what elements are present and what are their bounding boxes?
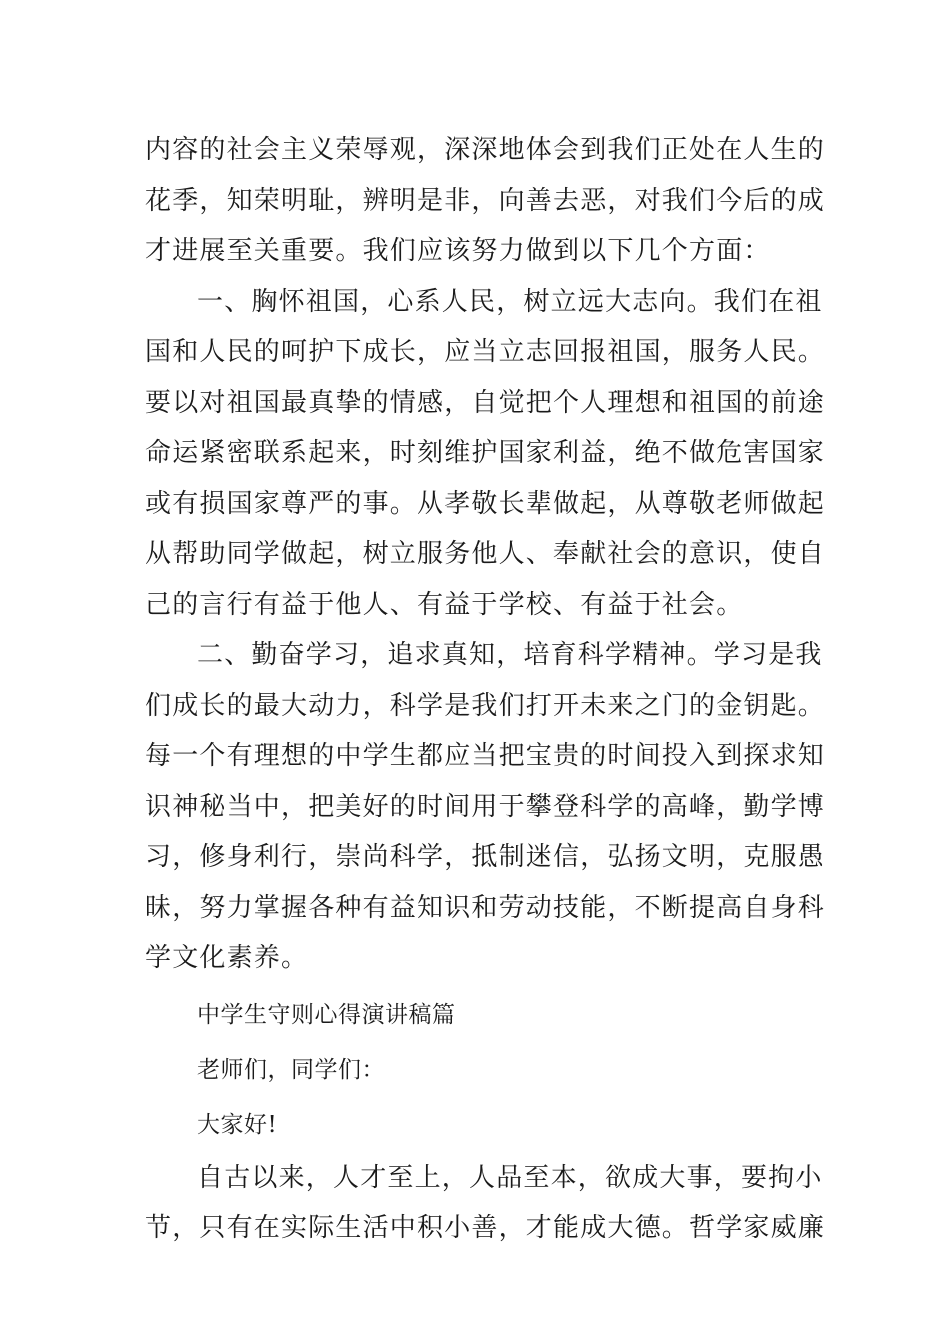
text-line: 每一个有理想的中学生都应当把宝贵的时间投入到探求知 bbox=[145, 741, 826, 771]
text-line: 学文化素养。 bbox=[145, 943, 309, 973]
paragraph-honor-view bbox=[145, 125, 826, 277]
text-line: 国和人民的呵护下成长，应当立志回报祖国，服务人民。 bbox=[145, 337, 826, 367]
text-line: 才进展至关重要。我们应该努力做到以下几个方面： bbox=[145, 236, 771, 266]
text-line: 二、勤奋学习，追求真知，培育科学精神。学习是我 bbox=[197, 640, 823, 670]
paragraph-patriotism bbox=[145, 277, 826, 631]
paragraph-character bbox=[145, 1153, 826, 1254]
text-line: 命运紧密联系起来，时刻维护国家利益，绝不做危害国家 bbox=[145, 438, 826, 468]
text-line: 或有损国家尊严的事。从孝敬长辈做起，从尊敬老师做起 bbox=[145, 488, 826, 519]
document-body bbox=[145, 125, 826, 1254]
text-line: 昧，努力掌握各种有益知识和劳动技能，不断提高自身科 bbox=[145, 892, 826, 923]
text-line: 习，修身利行，崇尚科学，抵制迷信，弘扬文明，克服愚 bbox=[145, 842, 826, 872]
text-line: 节，只有在实际生活中积小善，才能成大德。哲学家威廉 bbox=[145, 1213, 826, 1243]
section-heading: 中学生守则心得演讲稿篇 bbox=[197, 1001, 456, 1028]
text-line: 内容的社会主义荣辱观，深深地体会到我们正处在人生的 bbox=[145, 135, 826, 165]
text-line: 要以对祖国最真挚的情感，自觉把个人理想和祖国的前途 bbox=[145, 387, 826, 418]
text-line: 自古以来，人才至上，人品至本，欲成大事，要拘小 bbox=[197, 1162, 823, 1193]
greeting: 大家好! bbox=[197, 1111, 278, 1138]
text-line: 从帮助同学做起，树立服务他人、奉献社会的意识，使自 bbox=[145, 539, 826, 569]
text-line: 识神秘当中，把美好的时间用于攀登科学的高峰，勤学博 bbox=[145, 791, 826, 822]
paragraph-study bbox=[145, 630, 826, 984]
text-line: 花季，知荣明耻，辨明是非，向善去恶，对我们今后的成 bbox=[145, 185, 826, 216]
salutation: 老师们，同学们： bbox=[197, 1056, 385, 1083]
text-line: 们成长的最大动力，科学是我们打开未来之门的金钥匙。 bbox=[145, 690, 826, 721]
text-line: 己的言行有益于他人、有益于学校、有益于社会。 bbox=[145, 589, 744, 620]
text-line: 一、胸怀祖国，心系人民，树立远大志向。我们在祖 bbox=[197, 286, 823, 317]
